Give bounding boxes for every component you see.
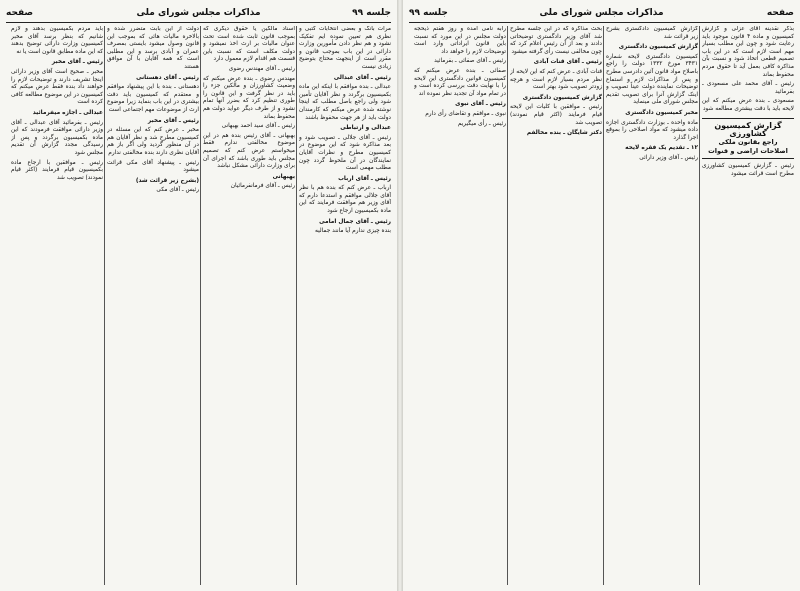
speaker-heading: ۱۲ ـ تقدیم یک فقره لایحه xyxy=(625,145,698,152)
paragraph: صفائی ـ بنده عرض میکنم که کمیسیون قوانین دادگستری این لایحه را با نهایت دقت بررسی کرده است و در تمام مواد آن تجدید نظر نموده اند xyxy=(414,67,506,97)
column-divider xyxy=(603,26,604,585)
speaker-heading: گزارش کمیسیون دادگستری xyxy=(522,94,602,101)
right-page-columns xyxy=(409,26,794,585)
paragraph: مخبر ـ عرض کنم که این مسئله در کمیسیون مطرح شد و نظر آقایان هم در آن منظور گردید ولی اگر باز هم آقایان نظری دارند بنده مخالفتی ندارم xyxy=(107,127,199,156)
paragraph: مهندس رضوی ـ بنده عرض میکنم که وضعیت کشاورزان و مالکین جزء را باید در نظر گرفت و این قانون را طوری تنظیم کرد که بضرر آنها تمام نشود و از طرف دیگر عواید دولت هم محفوظ بماند xyxy=(203,75,295,120)
speaker-heading: رئیس ـ آقای دهستانی xyxy=(136,74,199,81)
text-column xyxy=(702,26,794,585)
column-divider xyxy=(507,26,508,585)
left-page-header xyxy=(6,6,391,20)
speaker-heading: بهبهانی xyxy=(272,173,295,180)
paragraph: مرات بانگ و بعضی انتخابات کتبی و نظری هم تعیین نموده ایم تفکیک نشود و هم نظر دادن مأمورین وزارت دارائی در این باب بموجب قانون و مقرر است از اینجهت محتاج بتوضیح زیادی نیست xyxy=(299,26,391,70)
paragraph: بهبهانی ـ آقای رئیس بنده هم در این موضوع مخالفتی ندارم فقط میخواستم عرض کنم که تصمیم مجلس باید طوری باشد که اجرای آن برای وزارت دارائی مشکل نباشد xyxy=(203,132,295,170)
paragraph: ماده واحده ـ بوزارت دادگستری اجازه داده میشود که مواد اصلاحی را بموقع اجرا گذارد xyxy=(606,119,698,141)
paragraph: رئیس ـ آقای فرمانفرمائیان xyxy=(230,183,295,190)
paragraph: رئیس ـ آقای محمد علی مسعودی ـ بفرمائید xyxy=(702,81,794,95)
paragraph: رئیس ـ آقای وزیر دارائی xyxy=(639,154,698,161)
speaker-heading: رئیس ـ آقای جمال امامی xyxy=(319,218,391,225)
column-divider xyxy=(699,26,700,585)
speaker-heading: رئیس ـ آقای ارباب xyxy=(338,175,391,182)
header-rule xyxy=(6,22,391,23)
session-number: جلسه ۹۹ xyxy=(409,8,448,18)
page-label: صفحه xyxy=(766,8,794,18)
paragraph: رئیس ـ موافقین با ارجاع ماده بکمیسیون قیام فرمایند (اکثر قیام نمودند) تصویب شد xyxy=(11,159,103,181)
paragraph: رئیس ـ پیشنهاد آقای مکی قرائت میشود xyxy=(107,159,199,174)
paragraph: مخبر ـ صحیح است آقای وزیر دارائی اینجا تشریف دارند و توضیحات لازم را خواهند داد بنده فقط عرض میکنم که کمیسیون در این موضوع مطالعه کافی کرده است xyxy=(11,68,103,106)
right-page xyxy=(403,0,800,591)
text-column xyxy=(414,26,506,585)
paragraph: کمیسیون دادگستری لایحه شماره ۳۴۳۱ مورخ ۱۳۳۲ دولت را راجع باصلاح مواد قانون آئین دادرسی مطرح و پس از مذاکرات لازم و استماع توضیحات نماینده دولت عیناً تصویب و اینک گزارش آنرا برای تصویب تقدیم مجلس شورای ملی مینماید xyxy=(606,53,698,106)
text-column xyxy=(299,26,391,585)
speaker-heading: مخبر کمیسیون دادگستری xyxy=(625,109,698,116)
paragraph: گزارش کمیسیون دادگستری بشرح زیر قرائت شد xyxy=(606,26,698,40)
paragraph: بنده چیزی ندارم آیا مانند جمالیه xyxy=(315,228,391,235)
header-rule xyxy=(409,22,794,23)
paragraph: رئیس ـ آقای مهندس رضوی xyxy=(228,65,295,72)
paragraph: رئیس ـ آقای مکی xyxy=(156,187,199,194)
paragraph: اسناد مالکین یا حقوق دیگری که بموجب قانون ثابت شده است تحت عنوان مالیات بر ارث اخذ نمیشود و دولت مکلف است که نسبت باین قسمت هم اقدام لازم معمول دارد xyxy=(203,26,295,63)
paragraph: رئیس ـ رأی میگیریم xyxy=(457,120,506,127)
column-divider xyxy=(296,26,297,585)
speaker-heading: عبدالی و ارتباطی xyxy=(340,125,391,132)
paragraph: نبوی ـ موافقم و تقاضای رأی دارم xyxy=(425,110,506,117)
text-column xyxy=(203,26,295,585)
text-column xyxy=(107,26,199,585)
speaker-heading: (بشرح زیر قرائت شد) xyxy=(135,177,199,184)
paragraph: رئیس ـ آقای سید احمد بهبهانی xyxy=(221,123,295,130)
paragraph: بحث مذاکره که در این جلسه مطرح شد آقای وزیر دادگستری توضیحاتی دادند و بعد از آن رئیس اعلام کرد که چون مخالفی نیست رأی گرفته میشود xyxy=(510,26,602,55)
text-column xyxy=(510,26,602,585)
paragraph: رئیس ـ گزارش کمیسیون کشاورزی مطرح است قرائت میشود xyxy=(702,163,794,177)
paragraph: قنات آبادی ـ عرض کنم که این لایحه از نظر مردم بسیار لازم است و هرچه زودتر تصویب شود بهتر است xyxy=(510,68,602,91)
left-page xyxy=(0,0,397,591)
paragraph: دهستانی ـ بنده با این پیشنهاد موافقم و معتقدم که کمیسیون باید دقت بیشتری در این باب بنماید زیرا موضوع ارث از موضوعات مهم اجتماعی است xyxy=(107,84,199,113)
speaker-heading: عبدالی ـ اجازه میفرمائید xyxy=(32,109,103,116)
page-label: صفحه xyxy=(6,8,34,18)
speaker-heading: رئیس ـ آقای عبدالی xyxy=(333,74,391,81)
session-number: جلسه ۹۹ xyxy=(352,8,391,18)
text-column xyxy=(606,26,698,585)
headline-line: اصلاحات اراضی و قنوات xyxy=(708,146,788,155)
paragraph: رئیس ـ موافقین با کلیات این لایحه قیام فرمایند (اکثر قیام نمودند) تصویب شد xyxy=(510,104,602,126)
column-divider xyxy=(200,26,201,585)
paragraph: رابه نامی آمده و روز هفتم ذیحجه دولت مجلس در این مورد که نسبت باین قانون ایراداتی وارد است توضیحات لازم را خواهد داد xyxy=(414,26,506,55)
right-page-header xyxy=(409,6,794,20)
publication-title: مذاکرات مجلس شورای ملی xyxy=(539,8,664,18)
paragraph: ارباب ـ عرض کنم که بنده هم با نظر آقای جلالی موافقم و استدعا دارم که آقای وزیر هم موافقت فرمایند که این ماده بکمیسیون ارجاع شود xyxy=(299,185,391,215)
speaker-heading: دکتر شایگان ـ بنده مخالفم xyxy=(526,130,602,137)
paragraph: بذکر نقدینه آقای عزلی و گزارش کمیسیون و ماده ۴ قانون موجود باید رعایت شود و چون این مطلب بسیار مهم است لازم است که در این باب تصمیم قطعی اتخاذ شود و نسبت بآن مذاکره کافی بعمل آید تا حقوق مردم محفوظ بماند xyxy=(702,26,794,78)
paragraph: رئیس ـ آقای جلالی ـ تصویب شود و بعد مذاکره شود که این موضوع در کمیسیون مطرح و نظرات آقایان نمایندگان در آن ملحوظ گردد چون مطلب مهمی است xyxy=(299,134,391,172)
speaker-heading: گزارش کمیسیون دادگستری xyxy=(618,44,698,51)
headline-line: راجع بقانون ملکی xyxy=(718,138,778,147)
paragraph: مسعودی ـ بنده عرض میکنم که این لایحه باید با دقت بیشتری مطالعه شود xyxy=(702,98,794,112)
speaker-heading: رئیس ـ آقای مخبر xyxy=(51,59,103,66)
paragraph: دولت از این بابت متضرر شده و بالاخره مالیات هائی که بموجب این قانون وصول میشود بایستی بمصرف عمران و آبادی برسد و این مطلبی است که همه آقایان با آن موافق هستند xyxy=(107,26,199,70)
headline-line: گزارش کمیسیون کشاورزی xyxy=(714,120,782,138)
text-column xyxy=(11,26,103,585)
paragraph: عبدالی ـ بنده موافقم با اینکه این ماده بکمیسیون برگردد و نظر آقایان تأمین شود ولی راجع باصل مطلب که اینجا نوشته شده عرض میکنم که کارمندان دولت باید از هر جهت محفوظ باشند xyxy=(299,84,391,121)
column-divider xyxy=(104,26,105,585)
paragraph: باید مردم بکمیسیون بدهند و لازم شانیم که بنظر برسد آقای مخبر کمیسیون وزارت دارائی توضیح بدهند که این ماده مطابق قانون است یا نه xyxy=(11,26,103,55)
paragraph: رئیس ـ بفرمائید آقای عبدالی ـ آقای وزیر دارائی موافقت فرمودند که این ماده بکمیسیون برگردد و پس از رسیدگی مجدد گزارش آن تقدیم مجلس شود xyxy=(11,119,103,156)
left-page-columns xyxy=(6,26,391,585)
speaker-heading: رئیس ـ آقای نبوی xyxy=(455,101,506,108)
boxed-headline xyxy=(702,118,794,160)
paragraph: رئیس ـ آقای صفائی ـ بفرمائید xyxy=(434,58,506,65)
speaker-heading: رئیس ـ آقای قنات آبادی xyxy=(533,59,602,66)
speaker-heading: رئیس ـ آقای مخبر xyxy=(147,117,199,124)
publication-title: مذاکرات مجلس شورای ملی xyxy=(136,8,261,18)
